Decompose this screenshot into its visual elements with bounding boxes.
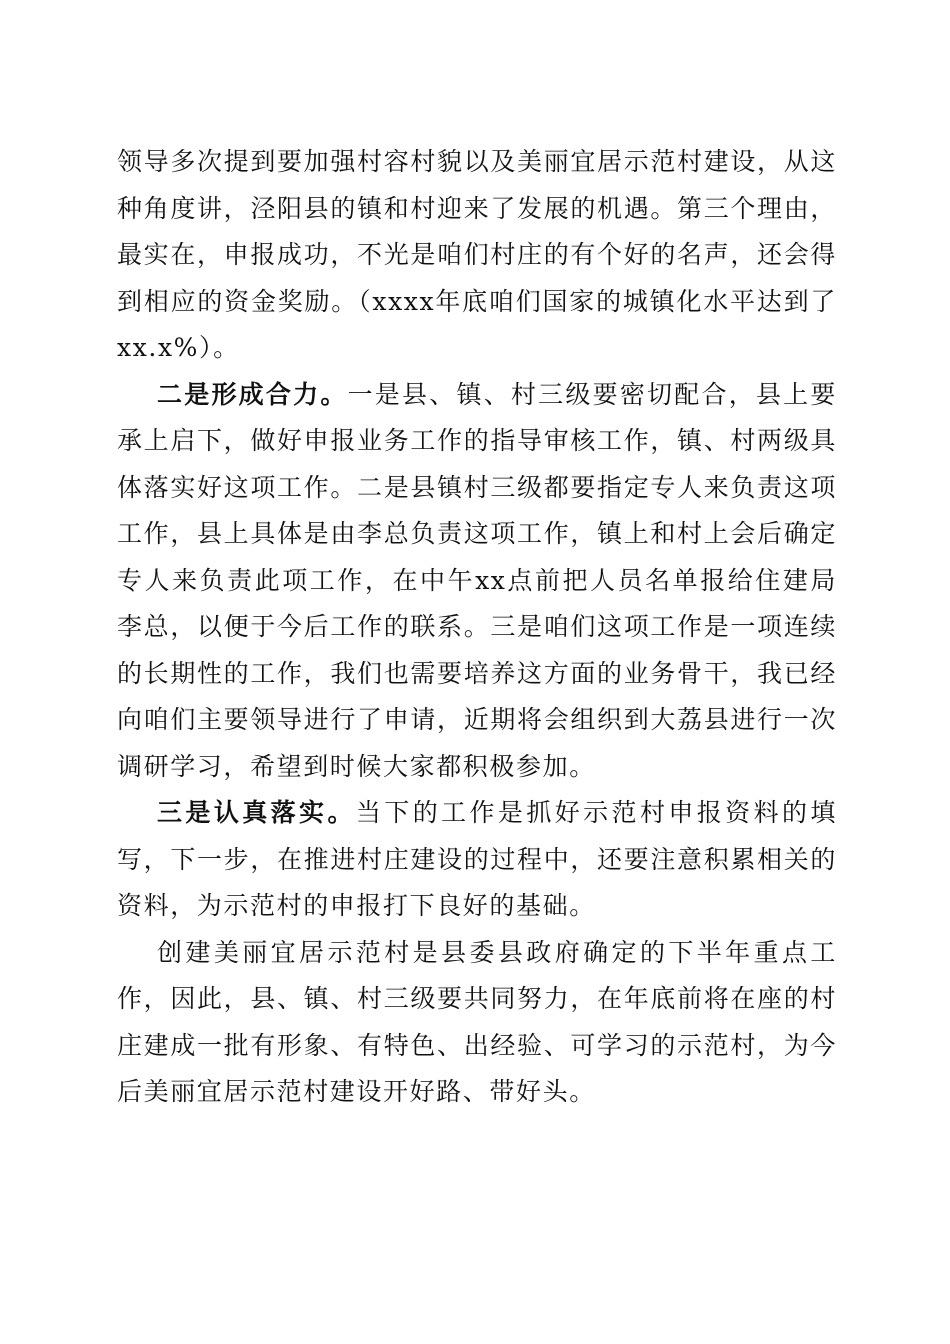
- paragraph-heading: 二是形成合力。: [157, 379, 348, 409]
- paragraph-continuation: [117, 139, 837, 372]
- paragraph-form-synergy: [117, 372, 837, 791]
- document-body: [117, 139, 837, 1116]
- paragraph-text: 领导多次提到要加强村容村貌以及美丽宜居示范村建设，从这种角度讲，泾阳县的镇和村迎来了发展的机遇。第三个理由，最实在，申报成功，不光是咱们村庄的有个好的名声，还会得到相应的资金奖励。（xxxx年底咱们国家的城镇化水平达到了xx.x%）。: [117, 147, 837, 362]
- paragraph-heading: 三是认真落实。: [157, 798, 356, 827]
- paragraph-text: 当下的工作是抓好示范村申报资料的填写，下一步，在推进村庄建设的过程中，还要注意积累相关的资料，为示范村的申报打下良好的基础。: [117, 798, 838, 920]
- paragraph-implement: [117, 790, 837, 930]
- paragraph-text: 一是县、镇、村三级要密切配合，县上要承上启下，做好申报业务工作的指导审核工作，镇、村两级具体落实好这项工作。二是县镇村三级都要指定专人来负责这项工作，县上具体是由李总负责这项工作，镇上和村上会后确定专人来负责此项工作，在中午xx点前把人员名单报给住建局李总，以便于今后工作的联系。三是咱们这项工作是一项连续的长期性的工作，我们也需要培养这方面的业务骨干，我已经向咱们主要领导进行了申请，近期将会组织到大荔县进行一次调研学习，希望到时候大家都积极参加。: [117, 379, 837, 781]
- paragraph-conclusion: [117, 930, 837, 1116]
- paragraph-text: 创建美丽宜居示范村是县委县政府确定的下半年重点工作，因此，县、镇、村三级要共同努力，在年底前将在座的村庄建成一批有形象、有特色、出经验、可学习的示范村，为今后美丽宜居示范村建设开好路、带好头。: [117, 937, 837, 1106]
